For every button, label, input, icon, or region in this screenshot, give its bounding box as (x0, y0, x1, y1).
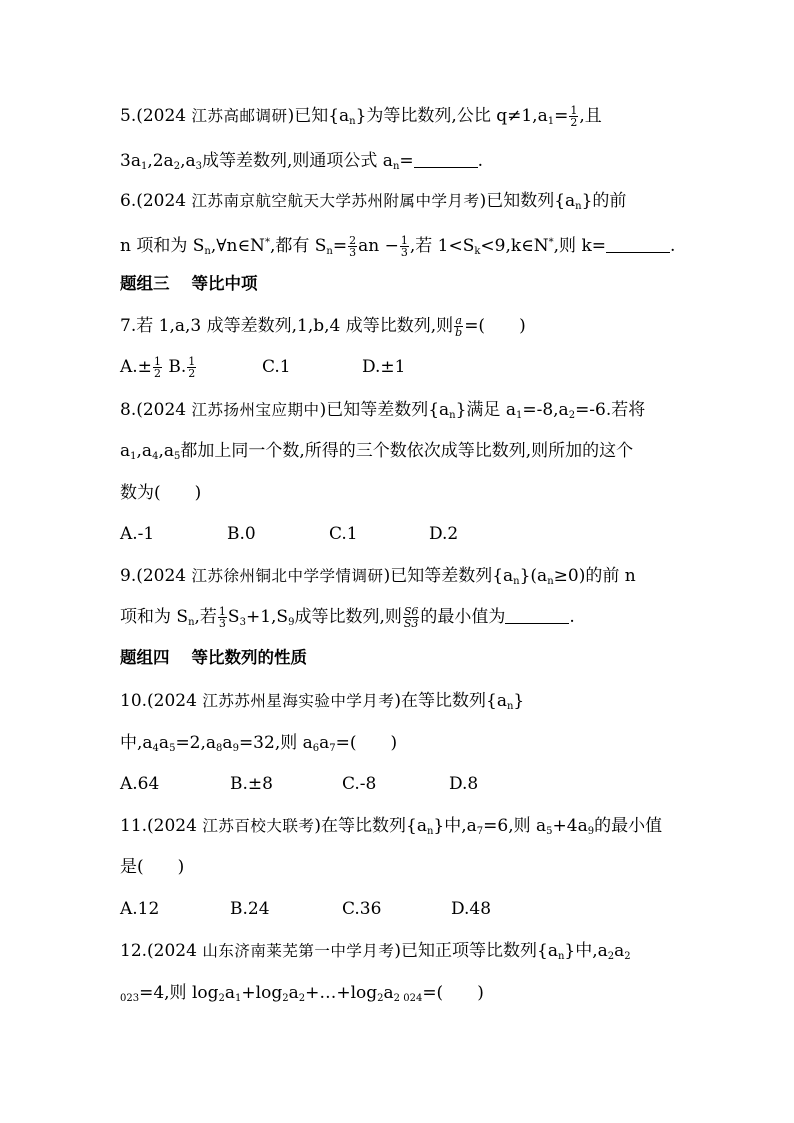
q5-line2: $3a_1,2a_2,a_3$成等差数列,则通项公式 $a_n=$ . (120, 151, 484, 172)
q11-options (120, 897, 492, 921)
q7-option-b[interactable]: B. $\frac{1}{2}$ (168, 355, 196, 380)
q12-source: 山东济南莱芜第一中学月考 (196, 942, 395, 960)
q9-line1: 9.(2024 江苏徐州铜北中学学情调研)已知等差数列$\{a_n\}(a_n\ge 0)$的前 n (120, 566, 636, 587)
q6-source: 江苏南京航空航天大学苏州附属中学月考 (186, 192, 480, 210)
q7-option-c[interactable]: C.1 (262, 357, 291, 377)
q10-option-a[interactable]: A.64 (120, 774, 160, 794)
q10-source: 江苏苏州星海实验中学月考 (196, 692, 395, 710)
q8-options (120, 522, 459, 546)
q10-line1: 10.(2024 江苏苏州星海实验中学月考)在等比数列$\{a_n\}$ (120, 691, 525, 712)
q10-option-d[interactable]: D.8 (449, 774, 479, 794)
q7-options (120, 355, 406, 380)
q9-fraction-s6-s3: $\frac{S6}{S3}$ (403, 605, 419, 630)
q10-line2: 中$,a_4a_5=2,a_8a_9=32$,则 $a_6a_7=$( ) (120, 733, 398, 754)
q10-options (120, 772, 479, 796)
q6-fraction-1-3: $\frac{1}{3}$ (400, 234, 408, 259)
q8-line1: 8.(2024 江苏扬州宝应期中)已知等差数列$\{a_n\}$满足 $a_1=-8,a_2=-6$.若将 (120, 400, 646, 421)
q5-fraction: $\frac{1}{2}$ (570, 104, 578, 129)
q9-answer-blank[interactable] (505, 607, 569, 624)
q7-fraction-a-b: $\frac{a}{b}$ (455, 314, 463, 339)
q11-source: 江苏百校大联考 (196, 817, 315, 835)
q6-line2: n 项和为 $S_n,\forall n\in N^*$,都有 $S_n=$ $\frac{2}{3}$ an − $\frac{1}{3}$ ,若 $1<S_k<9,k\in N^*$,则 k= . (120, 234, 676, 259)
q8-source: 江苏扬州宝应期中 (186, 401, 320, 419)
q5-line1: 5.(2024 江苏高邮调研)已知$\{a_n\}$为等比数列,公比 $q\ne 1,a_1=$ $\frac{1}{2}$ ,且 (120, 104, 602, 129)
q10-option-c[interactable]: C.-8 (342, 774, 377, 794)
q11-option-b[interactable]: B.24 (230, 899, 270, 919)
q8-line2: $a_1,a_4,a_5$都加上同一个数,所得的三个数依次成等比数列,则所加的这个 (120, 441, 634, 462)
q10-option-b[interactable]: B.±8 (230, 774, 273, 794)
q11-option-c[interactable]: C.36 (342, 899, 382, 919)
q11-option-d[interactable]: D.48 (451, 899, 492, 919)
q8-option-b[interactable]: B.0 (227, 524, 256, 544)
q12-line1: 12.(2024 山东济南莱芜第一中学月考)已知正项等比数列$\{a_n\}$中$,a_2a_2$ (120, 941, 631, 962)
q5-source: 江苏高邮调研 (186, 107, 288, 125)
section-heading-3: 题组三 等比中项 (120, 274, 258, 293)
q5-answer-blank[interactable] (414, 151, 478, 168)
q8-option-a[interactable]: A.-1 (120, 524, 155, 544)
q6-answer-blank[interactable] (606, 236, 670, 253)
q12-line2: $_{023}$=4,则 $\log_2a_1+\log_2a_2+\dots+\log_2a_{2 024}=$( ) (120, 983, 484, 1004)
section-heading-4: 题组四 等比数列的性质 (120, 648, 307, 667)
q9-source: 江苏徐州铜北中学学情调研 (186, 567, 384, 585)
q8-option-d[interactable]: D.2 (429, 524, 459, 544)
q7-option-a[interactable]: A.± $\frac{1}{2}$ (120, 355, 161, 380)
q11-line1: 11.(2024 江苏百校大联考)在等比数列$\{a_n\}$中$,a_7=6$,则 $a_5+4a_9$的最小值 (120, 816, 663, 837)
q7-option-d[interactable]: D.±1 (362, 357, 406, 377)
q9-fraction-1-3: $\frac{1}{3}$ (218, 605, 226, 630)
q11-line2: 是( ) (120, 857, 185, 877)
q8-option-c[interactable]: C.1 (329, 524, 358, 544)
q6-fraction-2-3: $\frac{2}{3}$ (349, 234, 357, 259)
q8-line3: 数为( ) (120, 483, 202, 503)
q11-option-a[interactable]: A.12 (120, 899, 160, 919)
q7-line1: 7.若 1,a,3 成等差数列,1,b,4 成等比数列,则 $\frac{a}{b}$ =( ) (120, 314, 526, 339)
q6-line1: 6.(2024 江苏南京航空航天大学苏州附属中学月考)已知数列$\{a_n\}$的前 (120, 191, 627, 212)
q9-line2: 项和为 $S_n$,若 $\frac{1}{3}$ $S_3+1,S_9$成等比数列,则 $\frac{S6}{S3}$ 的最小值为 . (120, 605, 575, 630)
